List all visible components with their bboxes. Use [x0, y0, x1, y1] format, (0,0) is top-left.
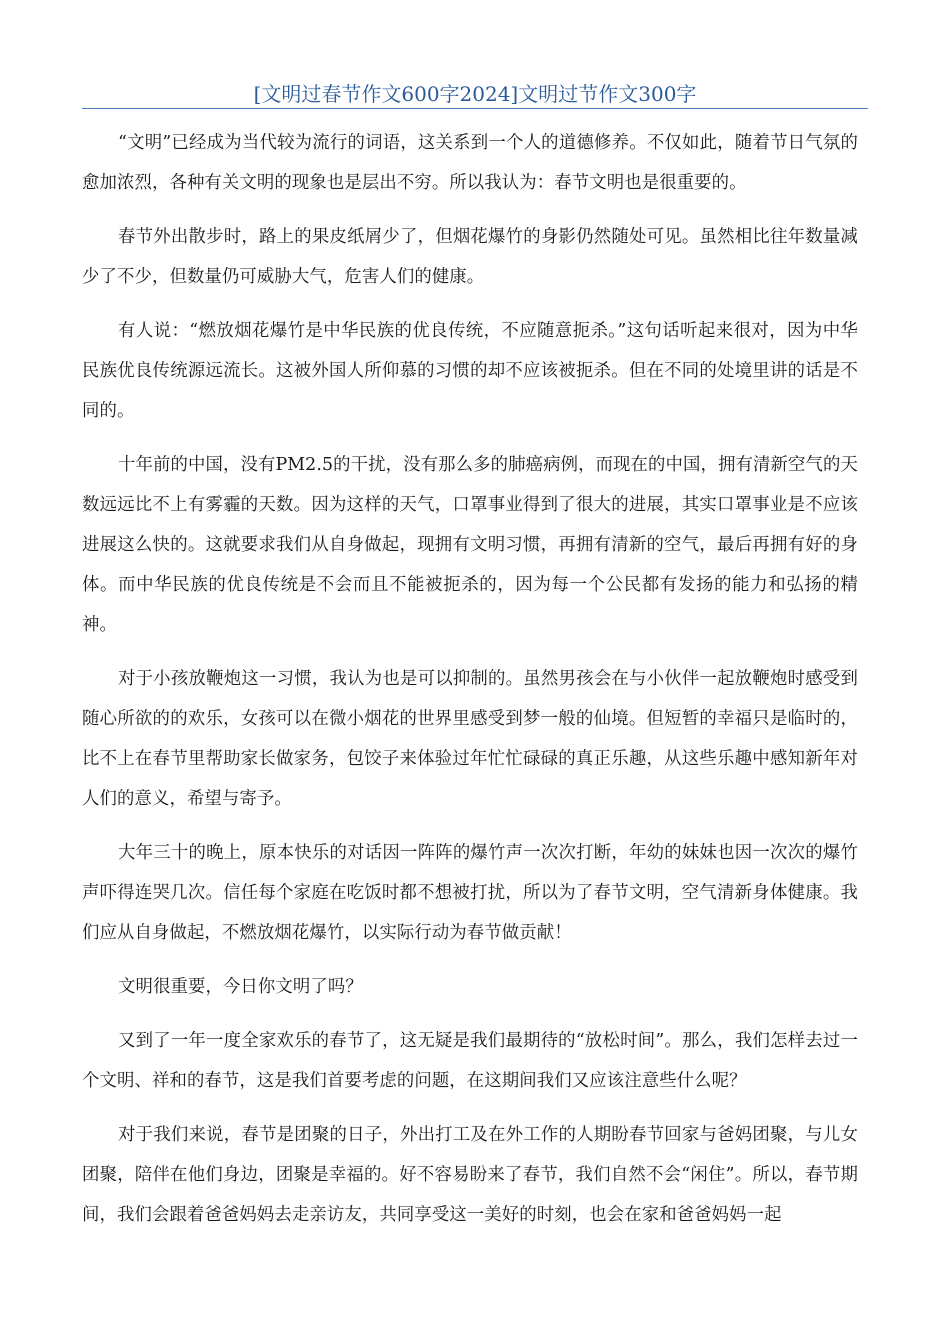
- paragraph: 对于我们来说，春节是团聚的日子，外出打工及在外工作的人期盼春节回家与爸妈团聚，与儿女团聚，陪伴在他们身边，团聚是幸福的。好不容易盼来了春节，我们自然不会“闲住”。所以，春节期间，我们会跟着爸爸妈妈去走亲访友，共同享受这一美好的时刻，也会在家和爸爸妈妈一起: [82, 1125, 858, 1225]
- document-body: [82, 123, 858, 1249]
- paragraph: 十年前的中国，没有PM2.5的干扰，没有那么多的肺癌病例，而现在的中国，拥有清新空气的天数远远比不上有雾霾的天数。因为这样的天气，口罩事业得到了很大的进展，其实口罩事业是不应该进展这么快的。这就要求我们从自身做起，现拥有文明习惯，再拥有清新的空气，最后再拥有好的身体。而中华民族的优良传统是不会而且不能被扼杀的，因为每一个公民都有发扬的能力和弘扬的精神。: [82, 455, 858, 635]
- paragraph: 又到了一年一度全家欢乐的春节了，这无疑是我们最期待的“放松时间”。那么，我们怎样去过一个文明、祥和的春节，这是我们首要考虑的问题，在这期间我们又应该注意些什么呢？: [82, 1031, 858, 1091]
- document-title: [文明过春节作文600字2024]文明过节作文300字: [253, 82, 697, 106]
- title-underline: [82, 108, 868, 109]
- paragraph: 文明很重要，今日你文明了吗？: [118, 977, 363, 997]
- paragraph: 春节外出散步时，路上的果皮纸屑少了，但烟花爆竹的身影仍然随处可见。虽然相比往年数量减少了不少，但数量仍可威胁大气，危害人们的健康。: [82, 227, 858, 287]
- paragraph: 对于小孩放鞭炮这一习惯，我认为也是可以抑制的。虽然男孩会在与小伙伴一起放鞭炮时感受到随心所欲的的欢乐，女孩可以在微小烟花的世界里感受到梦一般的仙境。但短暂的幸福只是临时的，比不上在春节里帮助家长做家务，包饺子来体验过年忙忙碌碌的真正乐趣，从这些乐趣中感知新年对人们的意义，希望与寄予。: [82, 669, 858, 809]
- paragraph: “文明”已经成为当代较为流行的词语，这关系到一个人的道德修养。不仅如此，随着节日气氛的愈加浓烈，各种有关文明的现象也是层出不穷。所以我认为：春节文明也是很重要的。: [82, 133, 858, 193]
- paragraph: 大年三十的晚上，原本快乐的对话因一阵阵的爆竹声一次次打断，年幼的妹妹也因一次次的爆竹声吓得连哭几次。信任每个家庭在吃饭时都不想被打扰，所以为了春节文明，空气清新身体健康。我们应从自身做起，不燃放烟花爆竹，以实际行动为春节做贡献！: [82, 843, 858, 943]
- paragraph: 有人说：“燃放烟花爆竹是中华民族的优良传统，不应随意扼杀。”这句话听起来很对，因为中华民族优良传统源远流长。这被外国人所仰慕的习惯的却不应该被扼杀。但在不同的处境里讲的话是不同的。: [82, 321, 858, 421]
